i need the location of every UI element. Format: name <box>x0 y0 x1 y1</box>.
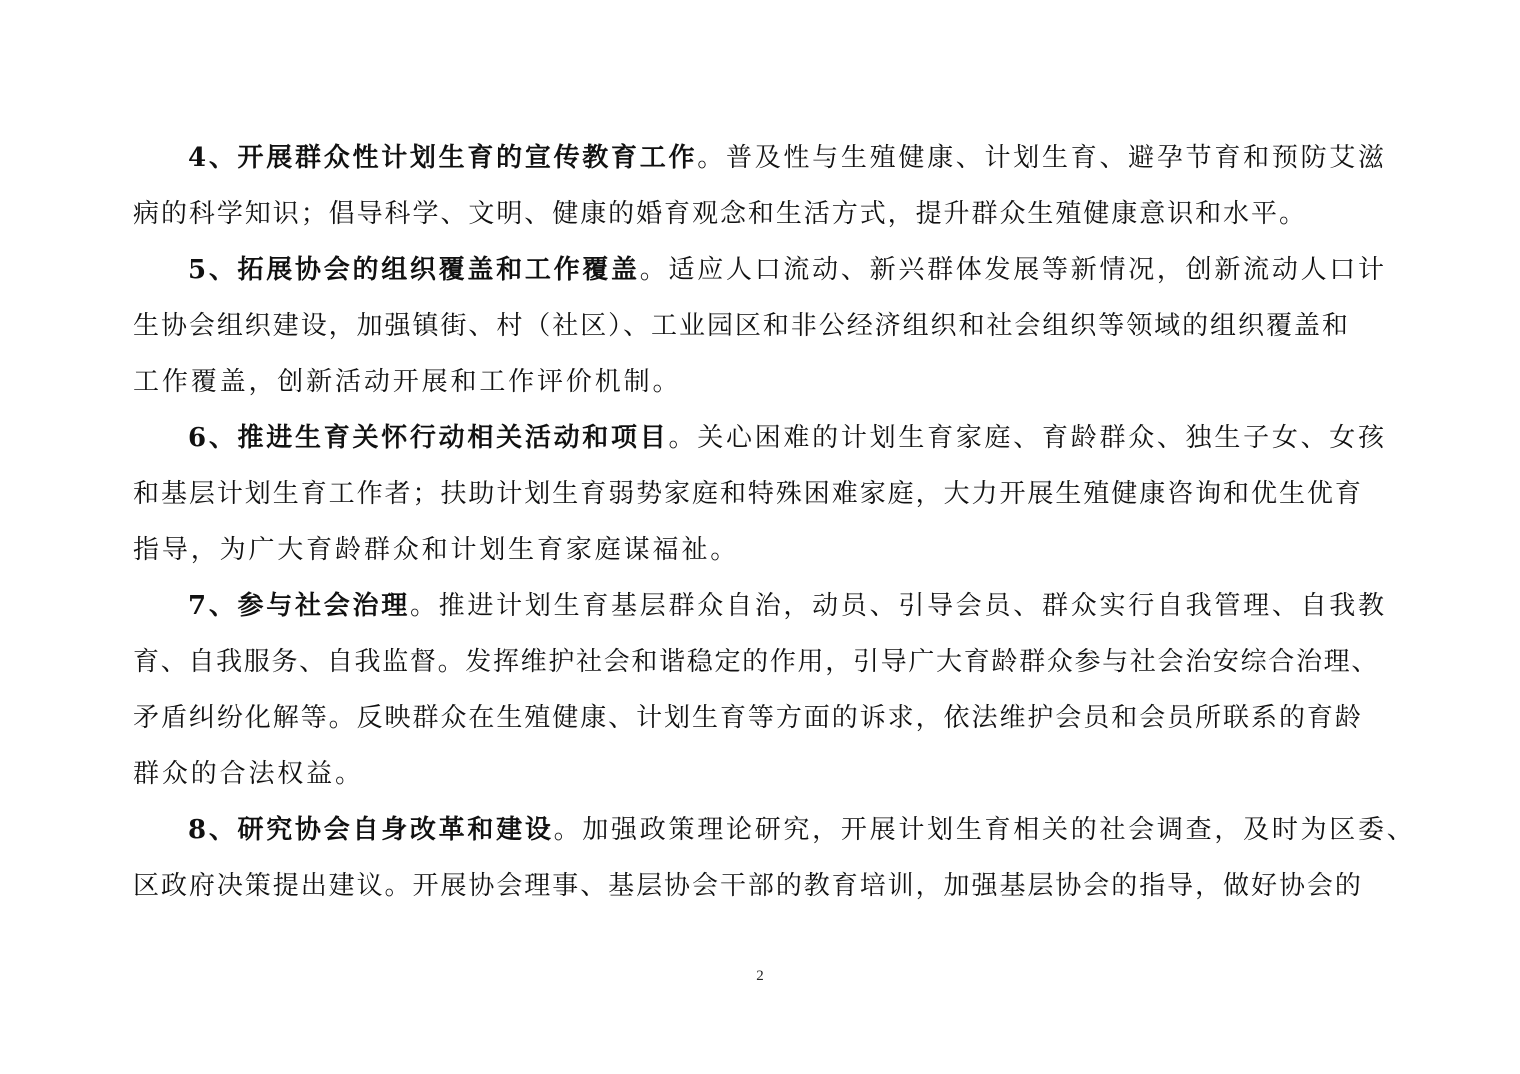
paragraph-6-line-3: 指导，为广大育龄群众和计划生育家庭谋福祉。 <box>133 535 740 565</box>
paragraph-4-text: 。普及性与生殖健康、计划生育、避孕节育和预防艾滋 <box>697 143 1387 173</box>
paragraph-8-heading: 8、研究协会自身改革和建设 <box>188 815 554 845</box>
paragraph-6-line-2: 和基层计划生育工作者；扶助计划生育弱势家庭和特殊困难家庭，大力开展生殖健康咨询和优生优育 <box>133 479 1363 509</box>
paragraph-4-line-2: 病的科学知识；倡导科学、文明、健康的婚育观念和生活方式，提升群众生殖健康意识和水平。 <box>133 199 1307 229</box>
paragraph-7-text: 。推进计划生育基层群众自治，动员、引导会员、群众实行自我管理、自我教 <box>409 591 1387 621</box>
paragraph-4-heading: 4、开展群众性计划生育的宣传教育工作 <box>188 143 698 173</box>
paragraph-7-line-4: 群众的合法权益。 <box>133 759 364 789</box>
paragraph-6-text: 。关心困难的计划生育家庭、育龄群众、独生子女、女孩 <box>668 423 1387 453</box>
paragraph-5-heading: 5、拓展协会的组织覆盖和工作覆盖 <box>188 255 640 285</box>
paragraph-5-line-1 <box>188 250 1388 290</box>
paragraph-6-heading: 6、推进生育关怀行动相关活动和项目 <box>188 423 669 453</box>
paragraph-7-line-3: 矛盾纠纷化解等。反映群众在生殖健康、计划生育等方面的诉求，依法维护会员和会员所联系的育龄 <box>133 703 1363 733</box>
paragraph-5-text: 。适应人口流动、新兴群体发展等新情况，创新流动人口计 <box>639 255 1387 285</box>
paragraph-6-line-1 <box>188 418 1388 458</box>
paragraph-7-heading: 7、参与社会治理 <box>188 591 410 621</box>
paragraph-8-line-1 <box>188 810 1416 850</box>
paragraph-5-line-3: 工作覆盖，创新活动开展和工作评价机制。 <box>133 367 682 397</box>
paragraph-7-line-2: 育、自我服务、自我监督。发挥维护社会和谐稳定的作用，引导广大育龄群众参与社会治安综合治理、 <box>133 647 1380 677</box>
paragraph-4-line-1 <box>188 138 1388 178</box>
paragraph-8-text: 。加强政策理论研究，开展计划生育相关的社会调查，及时为区委、 <box>553 815 1416 845</box>
page-number: 2 <box>756 968 764 984</box>
paragraph-8-line-2: 区政府决策提出建议。开展协会理事、基层协会干部的教育培训，加强基层协会的指导，做好协会的 <box>133 871 1363 901</box>
paragraph-5-line-2: 生协会组织建设，加强镇街、村（社区）、工业园区和非公经济组织和社会组织等领域的组织覆盖和 <box>133 311 1350 341</box>
paragraph-7-line-1 <box>188 586 1388 626</box>
